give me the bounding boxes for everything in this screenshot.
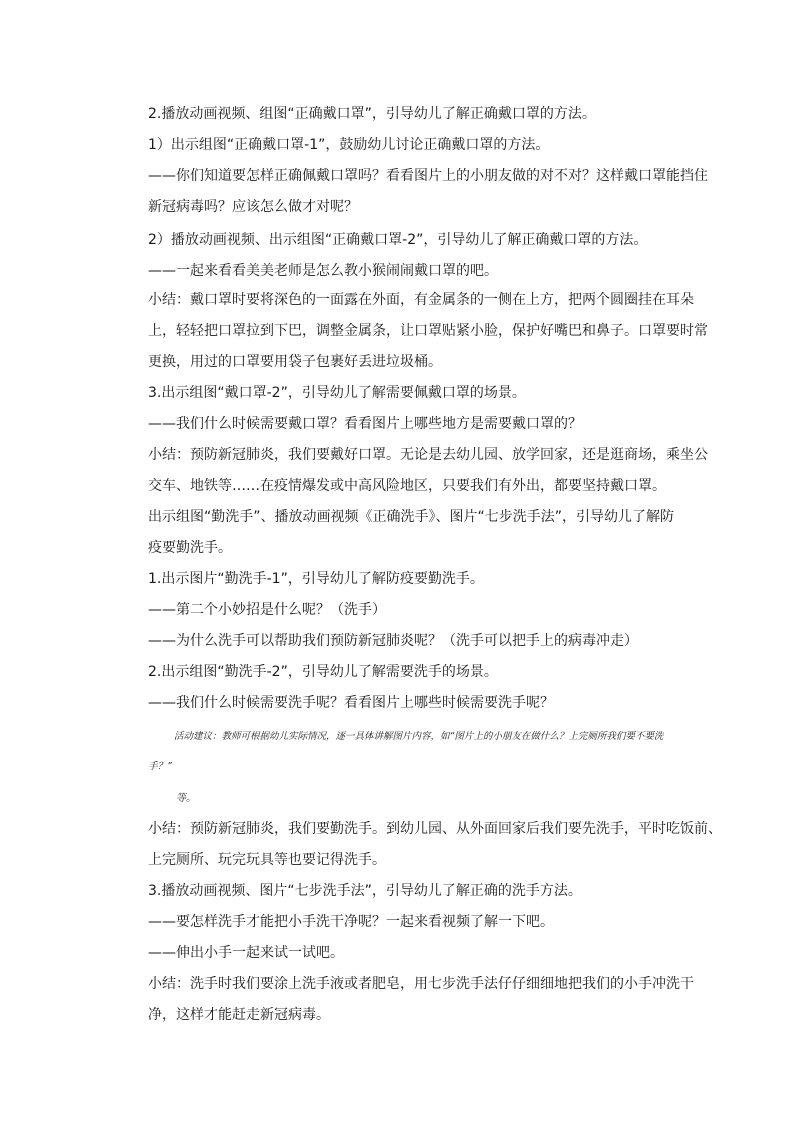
text-line: 2）播放动画视频、出示组图“正确戴口罩-2”，引导幼儿了解正确戴口罩的方法。 (148, 232, 648, 248)
text-line: 上完厕所、玩完玩具等也要记得洗手。 (148, 852, 386, 868)
text-line: 1.出示图片“勤洗手-1”，引导幼儿了解防疫要勤洗手。 (148, 571, 484, 587)
text-line: ——伸出小手一起来试一试吧。 (148, 945, 344, 961)
text-line: 小结：预防新冠肺炎，我们要勤洗手。到幼儿园、从外面回家后我们要先洗手，平时吃饭前、 (148, 821, 722, 837)
text-line: ——为什么洗手可以帮助我们预防新冠肺炎呢？（洗手可以把手上的病毒冲走） (148, 633, 638, 649)
text-line: 3.播放动画视频、图片“七步洗手法”，引导幼儿了解正确的洗手方法。 (148, 883, 582, 899)
text-line: 小结：戴口罩时要将深色的一面露在外面，有金属条的一侧在上方，把两个圆圈挂在耳朵 (148, 292, 694, 308)
activity-note: 等。 (176, 793, 196, 804)
text-line: 3.出示组图“戴口罩-2”，引导幼儿了解需要佩戴口罩的场景。 (148, 385, 526, 401)
text-line: ——一起来看看美美老师是怎么教小猴闹闹戴口罩的吧。 (148, 263, 498, 279)
activity-note: 活动建议：教师可根据幼儿实际情况，逐一具体讲解图片内容，如“图片上的小朋友在做什么？上完厕所我们要不要洗 (174, 731, 664, 742)
text-line: 净，这样才能赶走新冠病毒。 (148, 1007, 330, 1023)
text-line: 小结：预防新冠肺炎，我们要戴好口罩。无论是去幼儿园、放学回家，还是逛商场，乘坐公 (148, 447, 708, 463)
text-line: 交车、地铁等……在疫情爆发或中高风险地区，只要我们有外出，都要坚持戴口罩。 (148, 478, 666, 494)
text-line: 新冠病毒吗？应该怎么做才对呢？ (148, 199, 358, 215)
text-line: ——我们什么时候需要洗手呢？看看图片上哪些时候需要洗手呢？ (148, 695, 554, 711)
text-line: 2.播放动画视频、组图“正确戴口罩”，引导幼儿了解正确戴口罩的方法。 (148, 106, 596, 122)
activity-note: 手？” (148, 761, 172, 772)
text-line: 上，轻轻把口罩拉到下巴，调整金属条，让口罩贴紧小脸，保护好嘴巴和鼻子。口罩要时常 (148, 323, 708, 339)
text-line: 2.出示组图“勤洗手-2”，引导幼儿了解需要洗手的场景。 (148, 664, 498, 680)
text-line: 疫要勤洗手。 (148, 540, 232, 556)
text-line: 1）出示组图“正确戴口罩-1”，鼓励幼儿讨论正确戴口罩的方法。 (148, 137, 550, 153)
text-line: 小结：洗手时我们要涂上洗手液或者肥皂，用七步洗手法仔仔细细地把我们的小手冲洗干 (148, 976, 694, 992)
text-line: ——我们什么时候需要戴口罩？看看图片上哪些地方是需要戴口罩的？ (148, 416, 582, 432)
text-line: ——要怎样洗手才能把小手洗干净呢？一起来看视频了解一下吧。 (148, 914, 554, 930)
text-line: 更换，用过的口罩要用袋子包裹好丢进垃圾桶。 (148, 354, 442, 370)
text-line: ——你们知道要怎样正确佩戴口罩吗？看看图片上的小朋友做的对不对？这样戴口罩能挡住 (148, 168, 708, 184)
text-line: 出示组图“勤洗手”、播放动画视频《正确洗手》、图片“七步洗手法”，引导幼儿了解防 (148, 509, 675, 525)
text-line: ——第二个小妙招是什么呢？（洗手） (148, 602, 386, 618)
